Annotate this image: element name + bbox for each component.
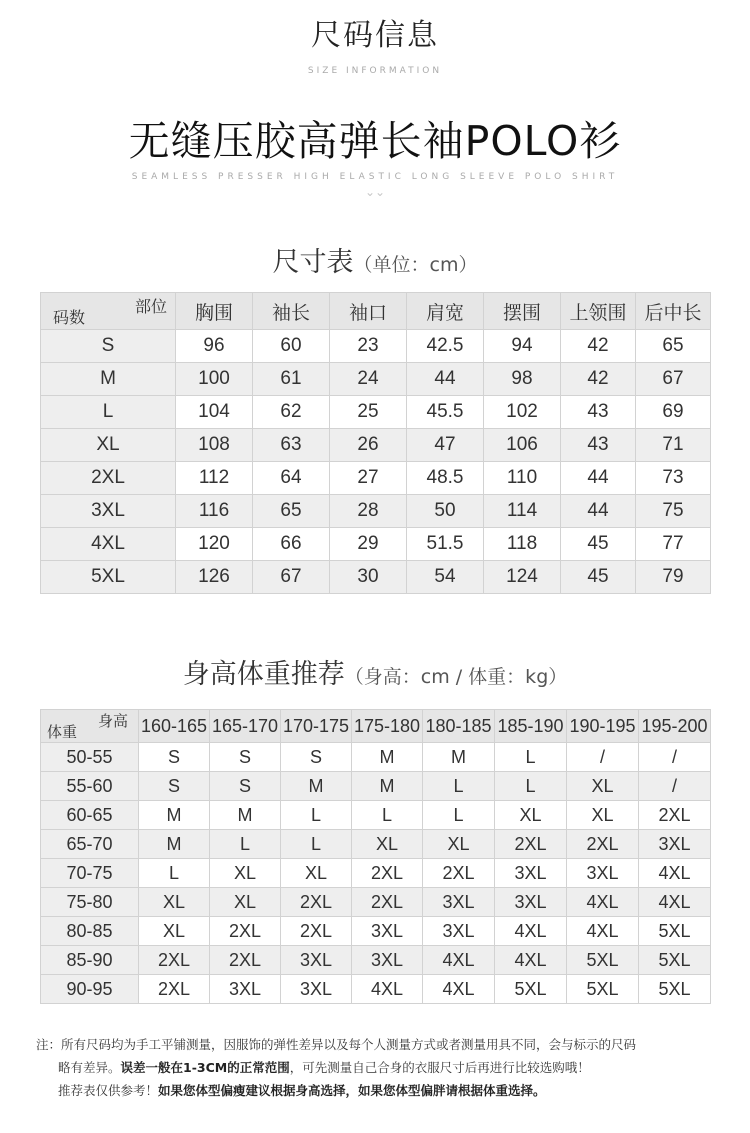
table-cell: XL [567,801,639,830]
row-header-cell: 2XL [41,462,176,495]
size-table-unit: （单位：cm） [353,254,478,276]
table-row [41,462,711,495]
table-cell: 64 [253,462,330,495]
table-cell: 42.5 [407,330,484,363]
table-cell: 3XL [352,946,423,975]
table-cell: L [423,772,495,801]
table-cell: 4XL [495,917,567,946]
table-cell: L [495,743,567,772]
row-header-cell: 70-75 [41,859,139,888]
row-header-cell: 75-80 [41,888,139,917]
product-subtitle: SEAMLESS PRESSER HIGH ELASTIC LONG SLEEVE POLO SHIRT [131,172,619,182]
table-header-row [41,710,711,743]
notes [36,1033,726,1102]
table-header-row [41,293,711,330]
table-cell: XL [210,859,281,888]
table-cell: 4XL [567,917,639,946]
table-cell: 2XL [495,830,567,859]
table-row [41,888,711,917]
table-cell: 124 [484,561,561,594]
table-row [41,495,711,528]
table-cell: S [139,772,210,801]
table-corner-cell [41,710,139,743]
table-cell: 5XL [639,946,711,975]
table-cell: 2XL [639,801,711,830]
table-cell: 3XL [495,888,567,917]
table-cell: 27 [330,462,407,495]
table-cell: / [639,772,711,801]
recommend-table-title: 身高体重推荐 [182,659,345,690]
column-header: 袖口 [330,293,407,330]
table-cell: S [210,743,281,772]
table-cell: 69 [636,396,711,429]
table-cell: 5XL [639,975,711,1004]
table-cell: 45 [561,528,636,561]
table-cell: 45.5 [407,396,484,429]
table-cell: 29 [330,528,407,561]
column-header: 后中长 [636,293,711,330]
size-table [40,292,711,594]
column-header: 胸围 [176,293,253,330]
table-cell: XL [139,888,210,917]
table-cell: 94 [484,330,561,363]
table-cell: L [495,772,567,801]
row-header-cell: 50-55 [41,743,139,772]
table-cell: 112 [176,462,253,495]
column-header: 160-165 [139,710,210,743]
table-cell: 106 [484,429,561,462]
table-cell: L [139,859,210,888]
recommend-table-heading [0,652,750,691]
table-cell: 3XL [281,946,352,975]
table-row [41,528,711,561]
row-header-cell: M [41,363,176,396]
table-cell: L [352,801,423,830]
table-cell: 102 [484,396,561,429]
table-cell: L [281,801,352,830]
table-cell: 42 [561,363,636,396]
row-header-cell: 85-90 [41,946,139,975]
table-cell: 2XL [352,888,423,917]
table-cell: M [210,801,281,830]
row-header-cell: 5XL [41,561,176,594]
table-row [41,396,711,429]
row-header-cell: S [41,330,176,363]
table-cell: 3XL [639,830,711,859]
recommend-table-unit: （身高：cm / 体重：kg） [344,666,568,688]
table-cell: 2XL [423,859,495,888]
corner-column-label: 身高 [97,713,128,730]
table-cell: 3XL [281,975,352,1004]
table-cell: 5XL [567,975,639,1004]
table-cell: 108 [176,429,253,462]
table-cell: M [139,801,210,830]
table-cell: M [281,772,352,801]
table-cell: 4XL [639,859,711,888]
corner-row-label: 码数 [53,310,86,327]
table-row [41,429,711,462]
table-cell: 116 [176,495,253,528]
table-cell: M [423,743,495,772]
table-cell: 47 [407,429,484,462]
table-row [41,946,711,975]
table-cell: 3XL [210,975,281,1004]
table-cell: 45 [561,561,636,594]
table-row [41,330,711,363]
table-cell: 26 [330,429,407,462]
table-cell: 62 [253,396,330,429]
column-header: 上领围 [561,293,636,330]
table-cell: S [139,743,210,772]
table-cell: 126 [176,561,253,594]
table-cell: 4XL [423,975,495,1004]
row-header-cell: 3XL [41,495,176,528]
product-title: 无缝压胶高弹长袖POLO衫 [128,117,622,165]
table-row [41,917,711,946]
column-header: 175-180 [352,710,423,743]
table-cell: 67 [253,561,330,594]
table-cell: L [423,801,495,830]
table-row [41,975,711,1004]
table-cell: 51.5 [407,528,484,561]
table-cell: 5XL [495,975,567,1004]
table-cell: M [139,830,210,859]
table-cell: 44 [407,363,484,396]
corner-column-label: 部位 [134,299,167,316]
column-header: 袖长 [253,293,330,330]
row-header-cell: 4XL [41,528,176,561]
row-header-cell: 80-85 [41,917,139,946]
column-header: 190-195 [567,710,639,743]
section-title: 尺码信息 [311,18,439,53]
table-row [41,363,711,396]
table-cell: 61 [253,363,330,396]
table-cell: 3XL [423,888,495,917]
table-cell: 28 [330,495,407,528]
table-cell: 75 [636,495,711,528]
table-cell: 30 [330,561,407,594]
table-cell: 2XL [352,859,423,888]
table-cell: 65 [253,495,330,528]
row-header-cell: 60-65 [41,801,139,830]
table-cell: 23 [330,330,407,363]
table-cell: 120 [176,528,253,561]
table-cell: 2XL [210,917,281,946]
table-row [41,561,711,594]
table-row [41,859,711,888]
table-cell: 79 [636,561,711,594]
row-header-cell: L [41,396,176,429]
table-cell: 42 [561,330,636,363]
table-cell: XL [423,830,495,859]
table-cell: 3XL [352,917,423,946]
table-cell: XL [281,859,352,888]
table-cell: XL [139,917,210,946]
table-cell: 2XL [567,830,639,859]
table-cell: 5XL [567,946,639,975]
row-header-cell: 55-60 [41,772,139,801]
table-cell: M [352,743,423,772]
table-cell: 66 [253,528,330,561]
recommend-table [40,709,711,1004]
table-cell: 43 [561,429,636,462]
table-cell: 63 [253,429,330,462]
size-table-heading [0,240,750,279]
table-cell: 48.5 [407,462,484,495]
table-cell: L [210,830,281,859]
table-cell: 60 [253,330,330,363]
table-cell: XL [352,830,423,859]
table-cell: 98 [484,363,561,396]
table-row [41,830,711,859]
table-cell: 50 [407,495,484,528]
table-cell: S [281,743,352,772]
table-corner-cell [41,293,176,330]
table-cell: 77 [636,528,711,561]
table-cell: 114 [484,495,561,528]
table-cell: 24 [330,363,407,396]
table-cell: / [567,743,639,772]
column-header: 170-175 [281,710,352,743]
note-line-3: 推荐表仅供参考！如果您体型偏瘦建议根据身高选择，如果您体型偏胖请根据体重选择。 [58,1083,546,1098]
column-header: 180-185 [423,710,495,743]
row-header-cell: 65-70 [41,830,139,859]
note-line-2: 略有差异。误差一般在1-3CM的正常范围，可先测量自己合身的衣服尺寸后再进行比较选购哦！ [58,1060,590,1075]
table-cell: XL [567,772,639,801]
size-table-title: 尺寸表 [272,247,354,278]
table-cell: XL [210,888,281,917]
table-cell: XL [495,801,567,830]
column-header: 195-200 [639,710,711,743]
section-subtitle: SIZE INFORMATION [307,66,443,76]
table-cell: 65 [636,330,711,363]
chevron-down-icon: ⌄⌄ [364,185,386,199]
table-cell: 71 [636,429,711,462]
column-header: 摆围 [484,293,561,330]
table-cell: 2XL [210,946,281,975]
table-cell: 4XL [567,888,639,917]
table-cell: 4XL [639,888,711,917]
table-row [41,772,711,801]
table-cell: 2XL [281,888,352,917]
table-cell: 67 [636,363,711,396]
table-row [41,801,711,830]
table-cell: S [210,772,281,801]
table-cell: 2XL [281,917,352,946]
column-header: 185-190 [495,710,567,743]
table-cell: 104 [176,396,253,429]
table-row [41,743,711,772]
column-header: 肩宽 [407,293,484,330]
table-cell: 100 [176,363,253,396]
table-cell: 5XL [639,917,711,946]
table-cell: 4XL [423,946,495,975]
table-cell: L [281,830,352,859]
table-cell: 4XL [495,946,567,975]
table-cell: 3XL [495,859,567,888]
table-cell: 3XL [567,859,639,888]
table-cell: 4XL [352,975,423,1004]
table-cell: M [352,772,423,801]
table-cell: 3XL [423,917,495,946]
row-header-cell: XL [41,429,176,462]
table-cell: 96 [176,330,253,363]
table-cell: 73 [636,462,711,495]
table-cell: 2XL [139,946,210,975]
row-header-cell: 90-95 [41,975,139,1004]
table-cell: 118 [484,528,561,561]
table-cell: 110 [484,462,561,495]
corner-row-label: 体重 [47,724,78,741]
table-cell: 25 [330,396,407,429]
note-line-1: 注：所有尺码均为手工平铺测量，因服饰的弹性差异以及每个人测量方式或者测量用具不同，会与标示的尺码 [36,1037,637,1052]
table-cell: 43 [561,396,636,429]
table-cell: / [639,743,711,772]
table-cell: 54 [407,561,484,594]
table-cell: 44 [561,462,636,495]
table-cell: 44 [561,495,636,528]
column-header: 165-170 [210,710,281,743]
table-cell: 2XL [139,975,210,1004]
